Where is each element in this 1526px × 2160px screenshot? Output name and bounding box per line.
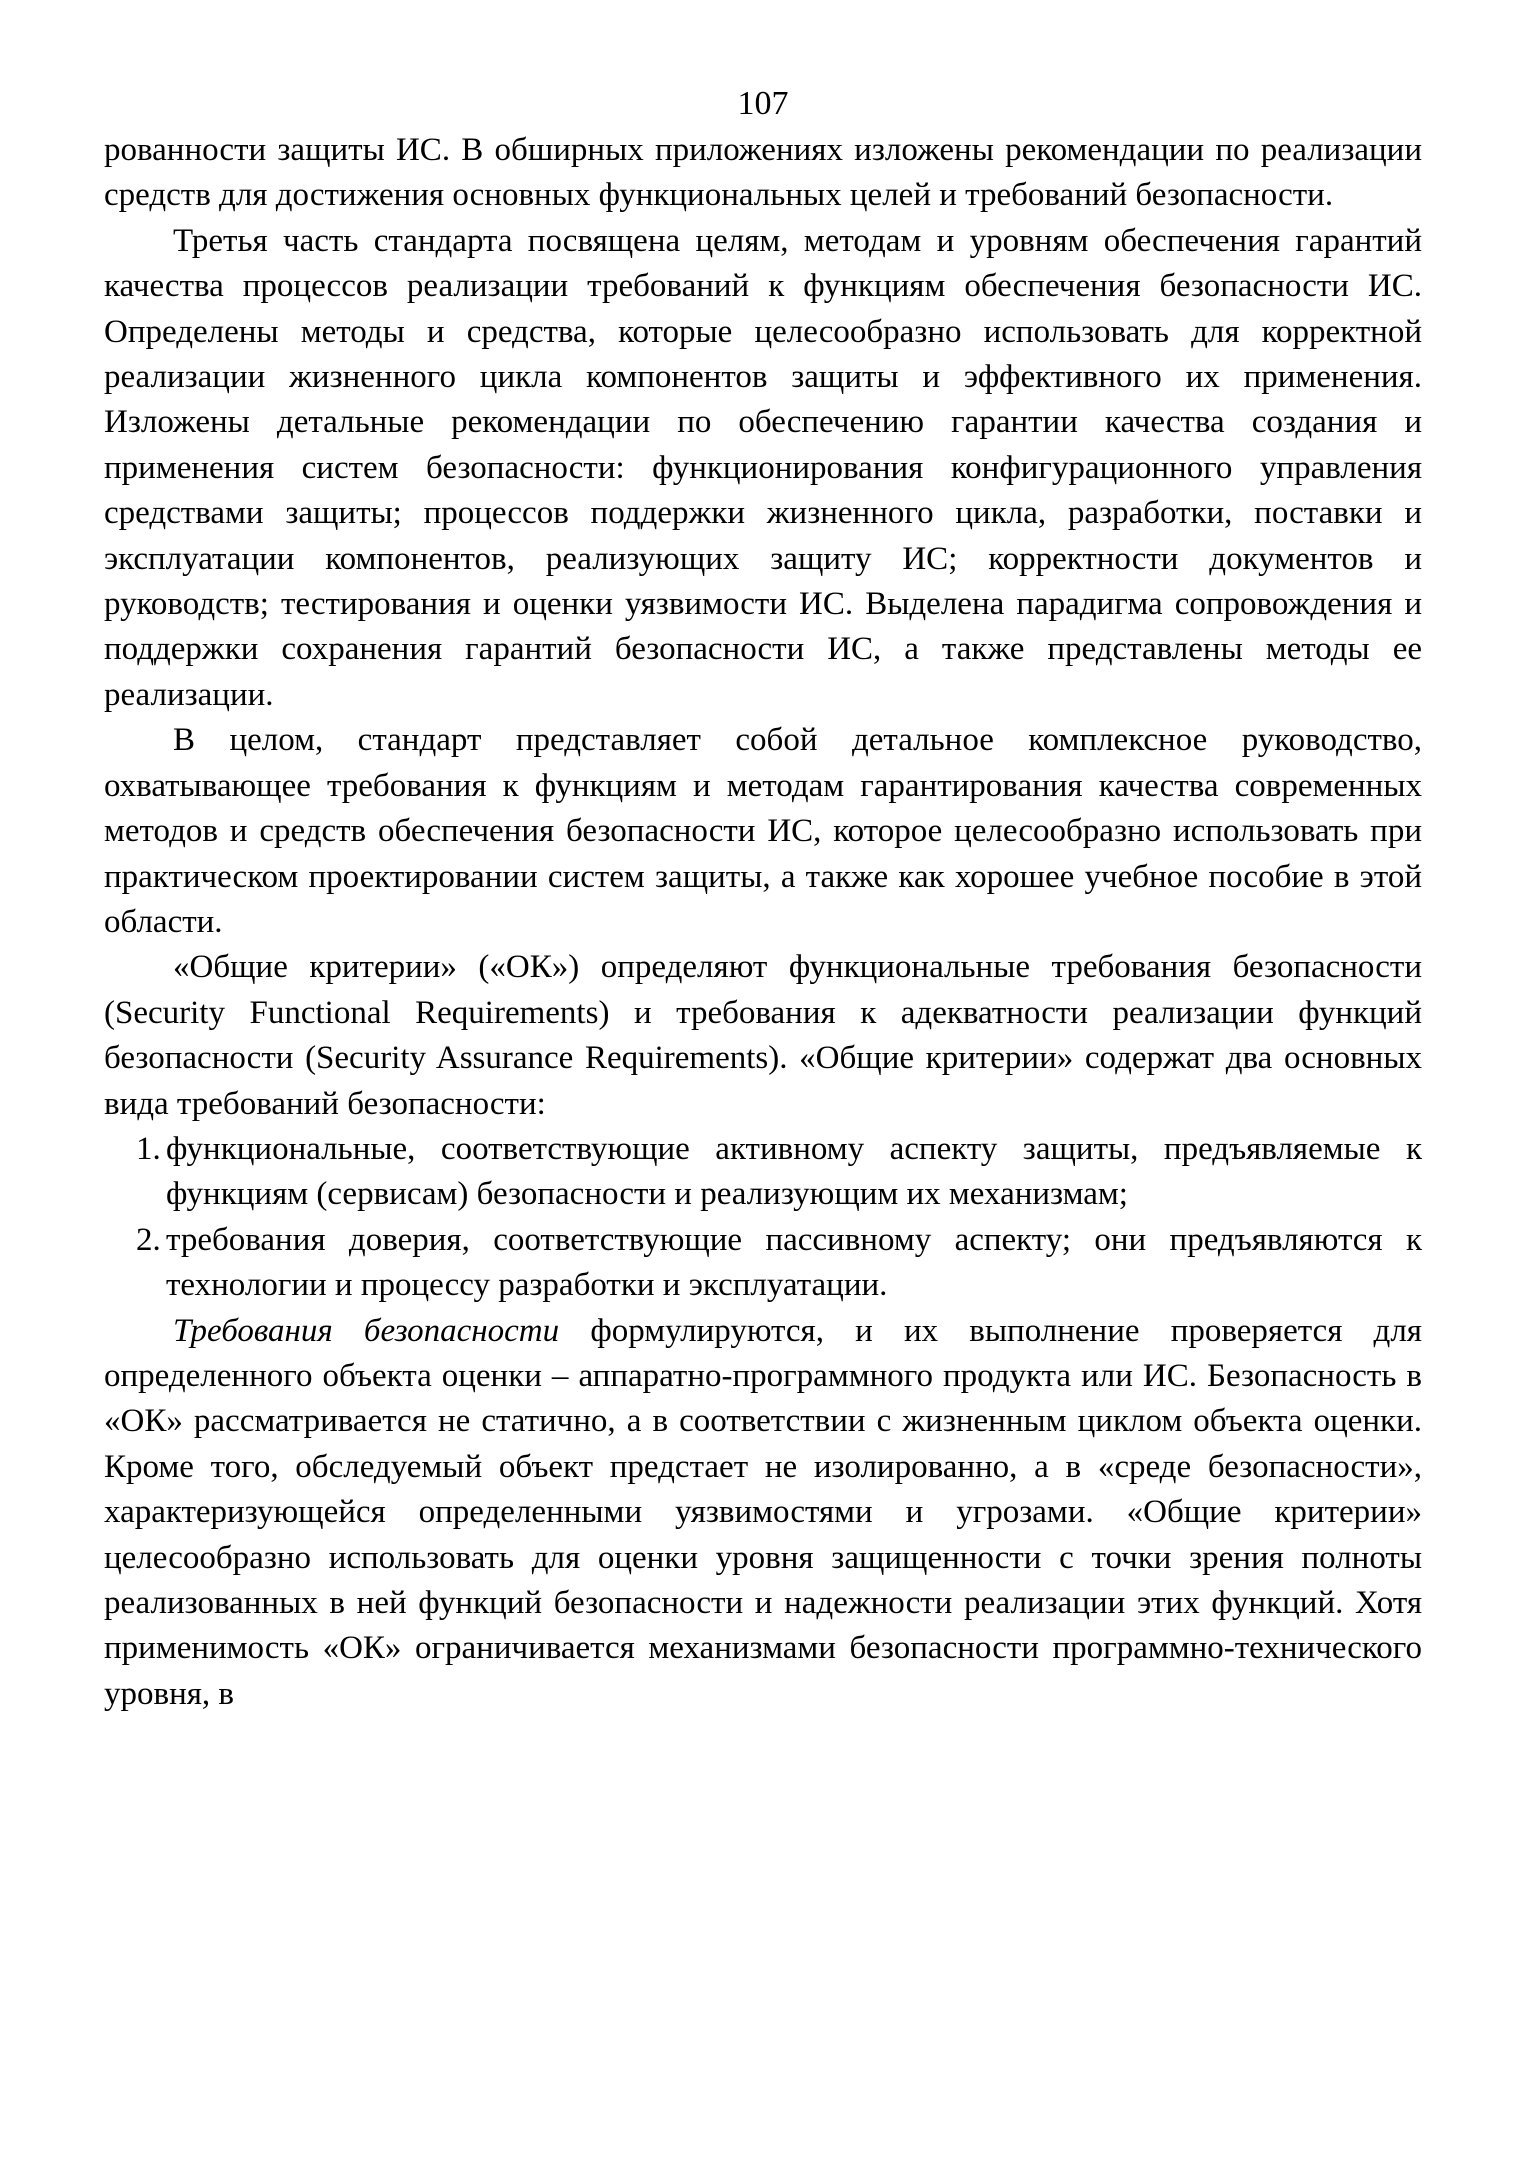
list-item-number: 1.: [136, 1130, 161, 1167]
list-item-functional: [104, 1127, 1422, 1218]
page-body: [104, 128, 1422, 1717]
emphasis-lead: Требования безопасности: [173, 1312, 560, 1349]
paragraph-security-requirements: [104, 1309, 1422, 1718]
paragraph-overall-guide: В целом, стандарт представляет собой детальное комплексное руководство, охватывающее требования к функциям и методам гарантирования качества современных методов и средств обеспечения безопасности ИС, которое целесообразно использовать при практическом проектировании систем защиты, а также как хорошее учебное пособие в этой области.: [104, 722, 1422, 940]
list-item-text: функциональные, соответствующие активному аспекту защиты, предъявляемые к функциям (сервисам) безопасности и реализующим их механизмам;: [166, 1130, 1422, 1213]
page-number: 107: [737, 85, 789, 122]
requirements-list: [104, 1127, 1422, 1309]
paragraph-common-criteria: «Общие критерии» («ОК») определяют функциональные требования безопасности (Security Functional Requirements) и требования к адекватности реализации функций безопасности (Security Assurance Requirements). «Общие критерии» содержат два основных вида требований безопасности:: [104, 949, 1422, 1122]
list-item-number: 2.: [136, 1221, 161, 1258]
paragraph-text: формулируются, и их выполнение проверяется для определенного объекта оценки – аппаратно-программного продукта или ИС. Безопасность в «ОК» рассматривается не статично, а в соответствии с жизненным циклом объекта оценки. Кроме того, обследуемый объект предстает не изолированно, а в «среде безопасности», характеризующейся определенными уязвимостями и угрозами. «Общие критерии» целесообразно использовать для оценки уровня защищенности с точки зрения полноты реализованных в ней функций безопасности и надежности реализации этих функций. Хотя применимость «ОК» ограничивается механизмами безопасности программно-технического уровня, в: [104, 1312, 1422, 1712]
paragraph-standard-part3: Третья часть стандарта посвящена целям, методам и уровням обеспечения гарантий качества процессов реализации требований к функциям обеспечения безопасности ИС. Определены методы и средства, которые целесообразно использовать для корректной реализации жизненного цикла компонентов защиты и эффективного их применения. Изложены детальные рекомендации по обеспечению гарантии качества создания и применения систем безопасности: функционирования конфигурационного управления средствами защиты; процессов поддержки жизненного цикла, разработки, поставки и эксплуатации компонентов, реализующих защиту ИС; корректности документов и руководств; тестирования и оценки уязвимости ИС. Выделена парадигма сопровождения и поддержки сохранения гарантий безопасности ИС, а также представлены методы ее реализации.: [104, 222, 1422, 713]
list-item-assurance: [104, 1218, 1422, 1309]
list-item-text: требования доверия, соответствующие пассивному аспекту; они предъявляются к технологии и процессу разработки и эксплуатации.: [166, 1221, 1422, 1304]
paragraph-continuation: рованности защиты ИС. В обширных приложениях изложены рекомендации по реализации средств для достижения основных функциональных целей и требований безопасности.: [104, 132, 1422, 214]
